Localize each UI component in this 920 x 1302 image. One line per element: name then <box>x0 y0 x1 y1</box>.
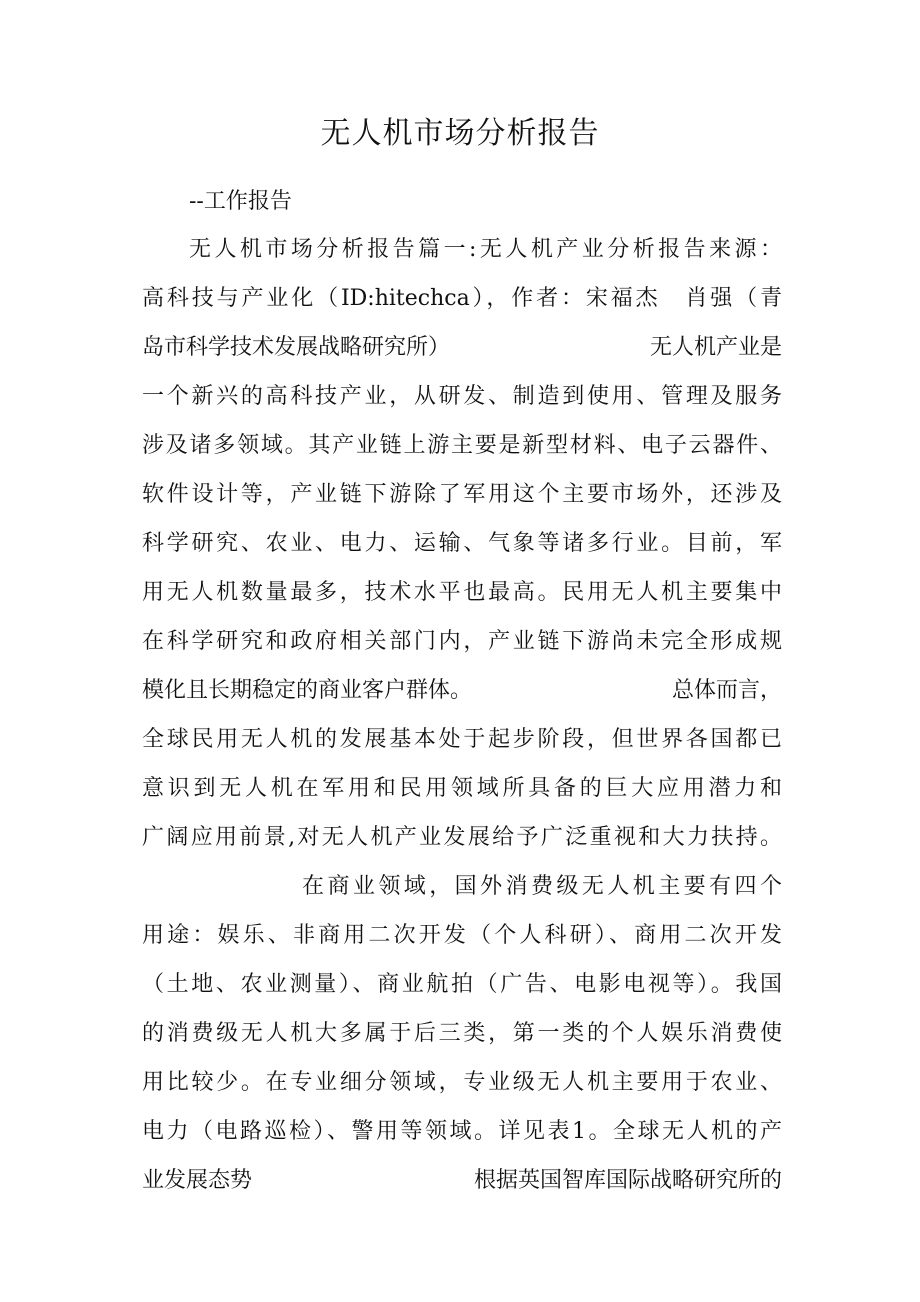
body-line-segment: 根据英国智库国际战略研究所的 <box>473 1168 782 1193</box>
body-line: 用途：娱乐、非商用二次开发（个人科研）、商用二次开发 <box>142 923 782 948</box>
body-line: 在科学研究和政府相关部门内，产业链下游尚未完全形成规 <box>142 629 782 654</box>
body-line-split <box>142 1163 782 1212</box>
body-line: 高科技与产业化（ID:hitechca），作者：宋福杰 肖强（青 <box>142 286 782 311</box>
body-line-segment: 岛市科学技术发展战略研究所） <box>142 335 451 360</box>
body-line: 在商业领域，国外消费级无人机主要有四个 <box>302 874 782 899</box>
body-line: 的消费级无人机大多属于后三类，第一类的个人娱乐消费使 <box>142 1021 782 1046</box>
body-line: 科学研究、农业、电力、运输、气象等诸多行业。目前，军 <box>142 531 782 556</box>
body-line: 广阔应用前景,对无人机产业发展给予广泛重视和大力扶持。 <box>142 825 782 850</box>
document-body <box>142 232 782 1212</box>
body-line: 一个新兴的高科技产业，从研发、制造到使用、管理及服务 <box>142 384 782 409</box>
body-line: 用无人机数量最多，技术水平也最高。民用无人机主要集中 <box>142 580 782 605</box>
body-line: 无人机市场分析报告篇一:无人机产业分析报告来源： <box>189 237 782 262</box>
body-line: 意识到无人机在军用和民用领域所具备的巨大应用潜力和 <box>142 776 782 801</box>
body-line-segment: 总体而言， <box>671 678 782 703</box>
body-line-split <box>142 330 782 379</box>
body-line: 电力（电路巡检）、警用等领域。详见表1。全球无人机的产 <box>142 1119 782 1144</box>
body-line: （土地、农业测量）、商业航拍（广告、电影电视等）。我国 <box>142 972 782 997</box>
document-subtitle: --工作报告 <box>189 189 292 214</box>
body-line-segment: 模化且长期稳定的商业客户群体。 <box>142 678 473 703</box>
body-line: 涉及诸多领域。其产业链上游主要是新型材料、电子云器件、 <box>142 433 782 458</box>
body-line-segment: 无人机产业是 <box>649 335 782 360</box>
body-line-segment: 业发展态势 <box>142 1168 253 1193</box>
document-title: 无人机市场分析报告 <box>320 116 600 151</box>
body-line: 用比较少。在专业细分领域，专业级无人机主要用于农业、 <box>142 1070 782 1095</box>
body-line: 软件设计等，产业链下游除了军用这个主要市场外，还涉及 <box>142 482 782 507</box>
body-line: 全球民用无人机的发展基本处于起步阶段，但世界各国都已 <box>142 727 782 752</box>
body-line-split <box>142 673 782 722</box>
